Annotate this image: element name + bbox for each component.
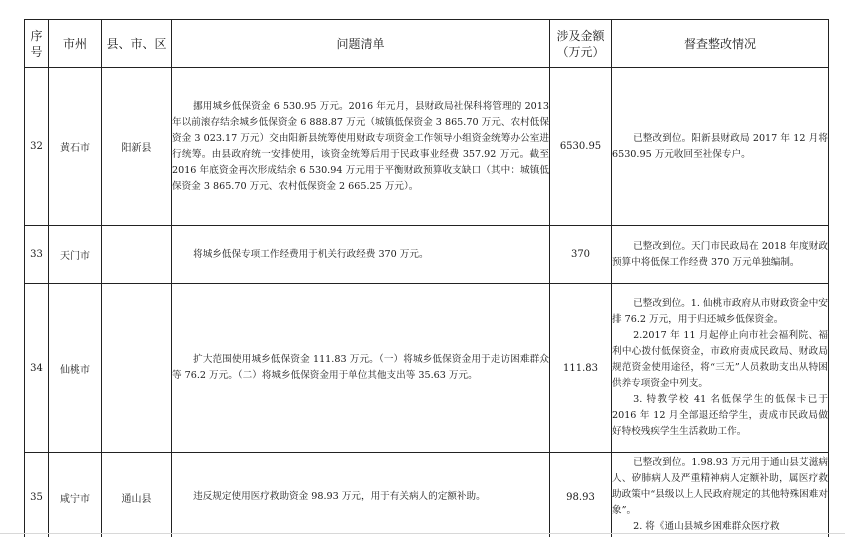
row-county xyxy=(102,226,172,284)
row-index: 34 xyxy=(25,284,49,453)
row-problem xyxy=(172,284,550,453)
table-row xyxy=(25,68,829,226)
row-problem xyxy=(172,453,550,537)
status-paragraph: 已整改到位。1. 仙桃市政府从市财政资金中安排 76.2 万元，用于归还城乡低保资金。 xyxy=(612,298,828,325)
header-problems: 问题清单 xyxy=(172,20,550,68)
row-amount: 111.83 xyxy=(550,284,612,453)
row-county xyxy=(102,284,172,453)
row-city: 咸宁市 xyxy=(49,453,102,537)
row-amount: 370 xyxy=(550,226,612,284)
supervision-table xyxy=(24,19,829,537)
header-status: 督查整改情况 xyxy=(612,20,829,68)
problem-paragraph: 扩大范围使用城乡低保资金 111.83 万元。（一）将城乡低保资金用于走访困难群众等 76.2 万元。（二）将城乡低保资金用于单位其他支出等 35.63 万元。 xyxy=(172,354,549,381)
row-amount: 6530.95 xyxy=(550,68,612,226)
table-row xyxy=(25,226,829,284)
row-index: 32 xyxy=(25,68,49,226)
status-paragraph: 2.2017 年 11 月起停止向市社会福利院、福利中心拨付低保资金，市政府责成民政局、财政局规范资金使用途径，将“三无”人员救助支出从特困供养专项资金中列支。 xyxy=(612,330,828,389)
header-county: 县、市、区 xyxy=(102,20,172,68)
problem-paragraph: 违反规定使用医疗救助资金 98.93 万元，用于有关病人的定额补助。 xyxy=(193,491,486,502)
status-paragraph: 已整改到位。1.98.93 万元用于通山县艾滋病人、矽肺病人及严重精神病人定额补助，属医疗救助政策中“县级以上人民政府规定的其他特殊困难对象”。 xyxy=(612,457,828,516)
header-amount: 涉及金额（万元） xyxy=(550,20,612,68)
table-header-row xyxy=(25,20,829,68)
row-city: 仙桃市 xyxy=(49,284,102,453)
table-row xyxy=(25,453,829,537)
row-city: 天门市 xyxy=(49,226,102,284)
problem-paragraph: 挪用城乡低保资金 6 530.95 万元。2016 年元月，县财政局社保科将管理的 2013 年以前滚存结余城乡低保资金 6 888.87 万元（城镇低保资金 3 865.70 万元、农村低保资金 3 023.17 万元）交由阳新县统筹使用财政专项资金工作领导小组资金统筹办公室进行统筹。由县政府统一安排使用，该资金统筹后用于民政事业经费 357.92 万元。截至 2016 年底资金再次形成结余 6 530.94 万元用于平衡财政预算收支缺口（其中：城镇低保资金 3 865.70 万元、农村低保资金 2 665.25 万元）。 xyxy=(172,100,549,192)
row-index: 33 xyxy=(25,226,49,284)
row-problem xyxy=(172,226,550,284)
row-county: 通山县 xyxy=(102,453,172,537)
row-status xyxy=(612,68,829,226)
header-index: 序号 xyxy=(25,20,49,68)
row-status xyxy=(612,284,829,453)
status-paragraph: 已整改到位。阳新县财政局 2017 年 12 月将 6530.95 万元收回至社保专户。 xyxy=(612,132,828,160)
header-city: 市州 xyxy=(49,20,102,68)
row-problem xyxy=(172,68,550,226)
row-city: 黄石市 xyxy=(49,68,102,226)
status-paragraph: 3. 特教学校 41 名低保学生的低保卡已于 2016 年 12 月全部退还给学生，责成市民政局做好特校残疾学生生活救助工作。 xyxy=(612,394,828,437)
problem-paragraph: 将城乡低保专项工作经费用于机关行政经费 370 万元。 xyxy=(193,248,429,260)
row-index: 35 xyxy=(25,453,49,537)
row-amount: 98.93 xyxy=(550,453,612,537)
page-bottom-divider xyxy=(0,533,845,534)
table-row xyxy=(25,284,829,453)
status-paragraph: 2. 将《通山县城乡困难群众医疗救 xyxy=(633,521,780,532)
row-status xyxy=(612,453,829,537)
row-status xyxy=(612,226,829,284)
status-clip xyxy=(612,453,828,537)
row-county: 阳新县 xyxy=(102,68,172,226)
status-paragraph: 已整改到位。天门市民政局在 2018 年度财政预算中将低保工作经费 370 万元单独编制。 xyxy=(612,240,828,268)
